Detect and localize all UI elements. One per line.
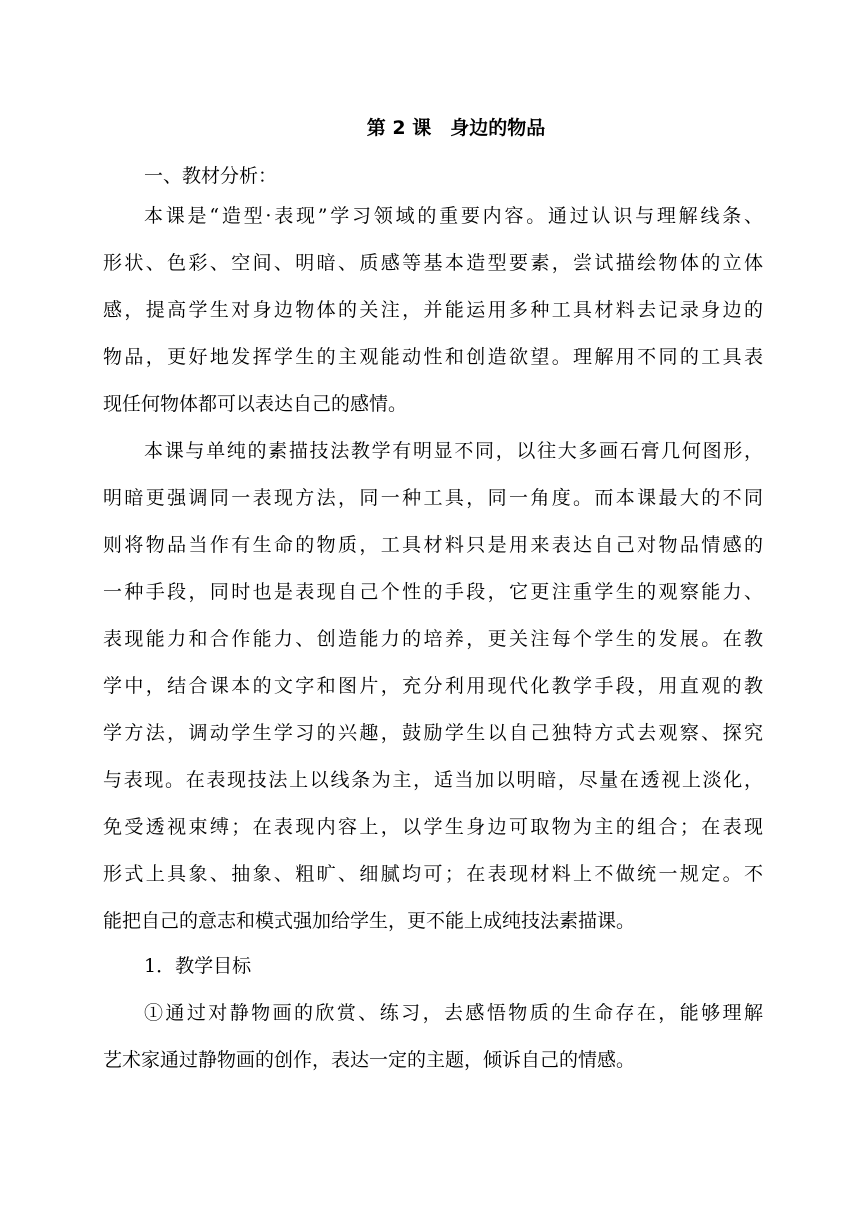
paragraph-line: 表现能力和合作能力、创造能力的培养，更关注每个学生的发展。在教 xyxy=(103,628,763,650)
paragraph-line: 明暗更强调同一表现方法，同一种工具，同一角度。而本课最大的不同 xyxy=(103,487,763,509)
paragraph-line: 形状、色彩、空间、明暗、质感等基本造型要素，尝试描绘物体的立体 xyxy=(103,252,763,274)
section-heading-analysis: 一、教材分析： xyxy=(144,165,278,187)
paragraph-line: 艺术家通过静物画的创作，表达一定的主题，倾诉自己的情感。 xyxy=(103,1049,636,1071)
paragraph-line: 物品，更好地发挥学生的主观能动性和创造欲望。理解用不同的工具表 xyxy=(103,346,763,368)
paragraph-line: 本课是“造型·表现”学习领域的重要内容。通过认识与理解线条、 xyxy=(144,205,763,227)
paragraph-line: 现任何物体都可以表达自己的感情。 xyxy=(103,393,408,415)
paragraph-line: 一种手段，同时也是表现自己个性的手段，它更注重学生的观察能力、 xyxy=(103,581,763,603)
paragraph-line: ①通过对静物画的欣赏、练习，去感悟物质的生命存在，能够理解 xyxy=(144,1002,763,1024)
paragraph-line: 学方法，调动学生学习的兴趣，鼓励学生以自己独特方式去观察、探究 xyxy=(103,722,763,744)
paragraph-line: 学中，结合课本的文字和图片，充分利用现代化教学手段，用直观的教 xyxy=(103,675,763,697)
paragraph-line: 能把自己的意志和模式强加给学生，更不能上成纯技法素描课。 xyxy=(103,910,636,932)
paragraph-line: 则将物品当作有生命的物质，工具材料只是用来表达自己对物品情感的 xyxy=(103,534,763,556)
paragraph-line: 免受透视束缚；在表现内容上，以学生身边可取物为主的组合；在表现 xyxy=(103,816,763,838)
paragraph-line: 与表现。在表现技法上以线条为主，适当加以明暗，尽量在透视上淡化， xyxy=(103,769,763,791)
paragraph-line: 本课与单纯的素描技法教学有明显不同，以往大多画石膏几何图形， xyxy=(144,440,763,462)
paragraph-line: 感，提高学生对身边物体的关注，并能运用多种工具材料去记录身边的 xyxy=(103,299,763,321)
lesson-title: 第 2 课 身边的物品 xyxy=(366,117,546,139)
section-heading-objectives: 1．教学目标 xyxy=(144,955,252,977)
paragraph-line: 形式上具象、抽象、粗旷、细腻均可；在表现材料上不做统一规定。不 xyxy=(103,863,763,885)
